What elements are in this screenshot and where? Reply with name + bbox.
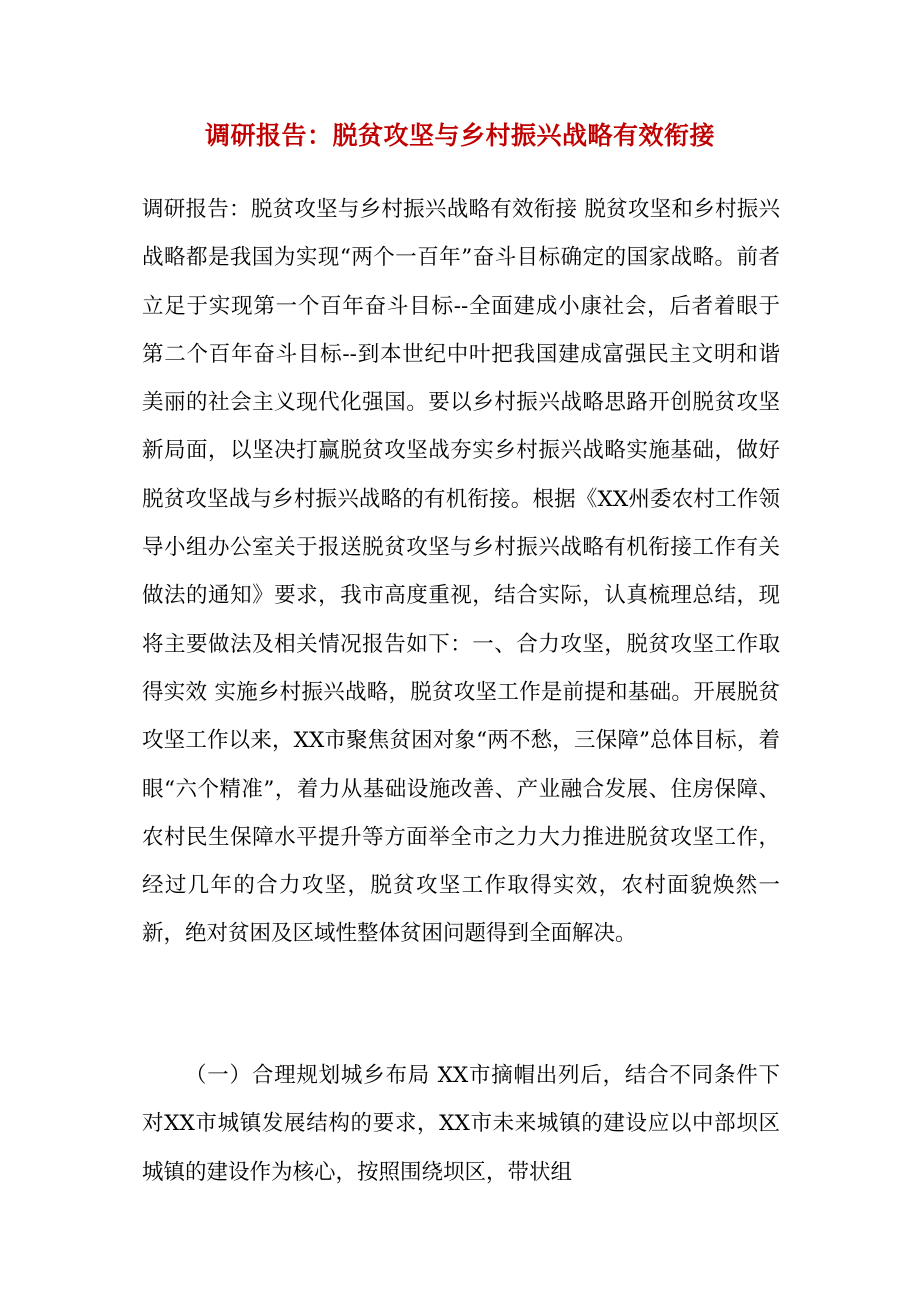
body-paragraph-2: （一）合理规划城乡布局 XX市摘帽出列后，结合不同条件下对XX市城镇发展结构的要求，XX市未来城镇的建设应以中部坝区城镇的建设作为核心，按照围绕坝区，带状组 — [142, 1063, 780, 1185]
body-paragraph-1: 调研报告：脱贫攻坚与乡村振兴战略有效衔接 脱贫攻坚和乡村振兴战略都是我国为实现“两个一百年”奋斗目标确定的国家战略。前者立足于实现第一个百年奋斗目标--全面建成小康社会，后者着眼于第二个百年奋斗目标--到本世纪中叶把我国建成富强民主文明和谐美丽的社会主义现代化强国。要以乡村振兴战略思路开创脱贫攻坚新局面，以坚决打赢脱贫攻坚战夯实乡村振兴战略实施基础，做好脱贫攻坚战与乡村振兴战略的有机衔接。根据《XX州委农村工作领导小组办公室关于报送脱贫攻坚与乡村振兴战略有机衔接工作有关做法的通知》要求，我市高度重视，结合实际，认真梳理总结，现将主要做法及相关情况报告如下：一、合力攻坚，脱贫攻坚工作取得实效 实施乡村振兴战略，脱贫攻坚工作是前提和基础。开展脱贫攻坚工作以来，XX市聚焦贫困对象“两不愁，三保障”总体目标，着眼“六个精准”，着力从基础设施改善、产业融合发展、住房保障、农村民生保障水平提升等方面举全市之力大力推进脱贫攻坚工作，经过几年的合力攻坚，脱贫攻坚工作取得实效，农村面貌焕然一新，绝对贫困及区域性整体贫困问题得到全面解决。 — [142, 197, 780, 947]
document-title: 调研报告：脱贫攻坚与乡村振兴战略有效衔接 — [204, 121, 715, 150]
